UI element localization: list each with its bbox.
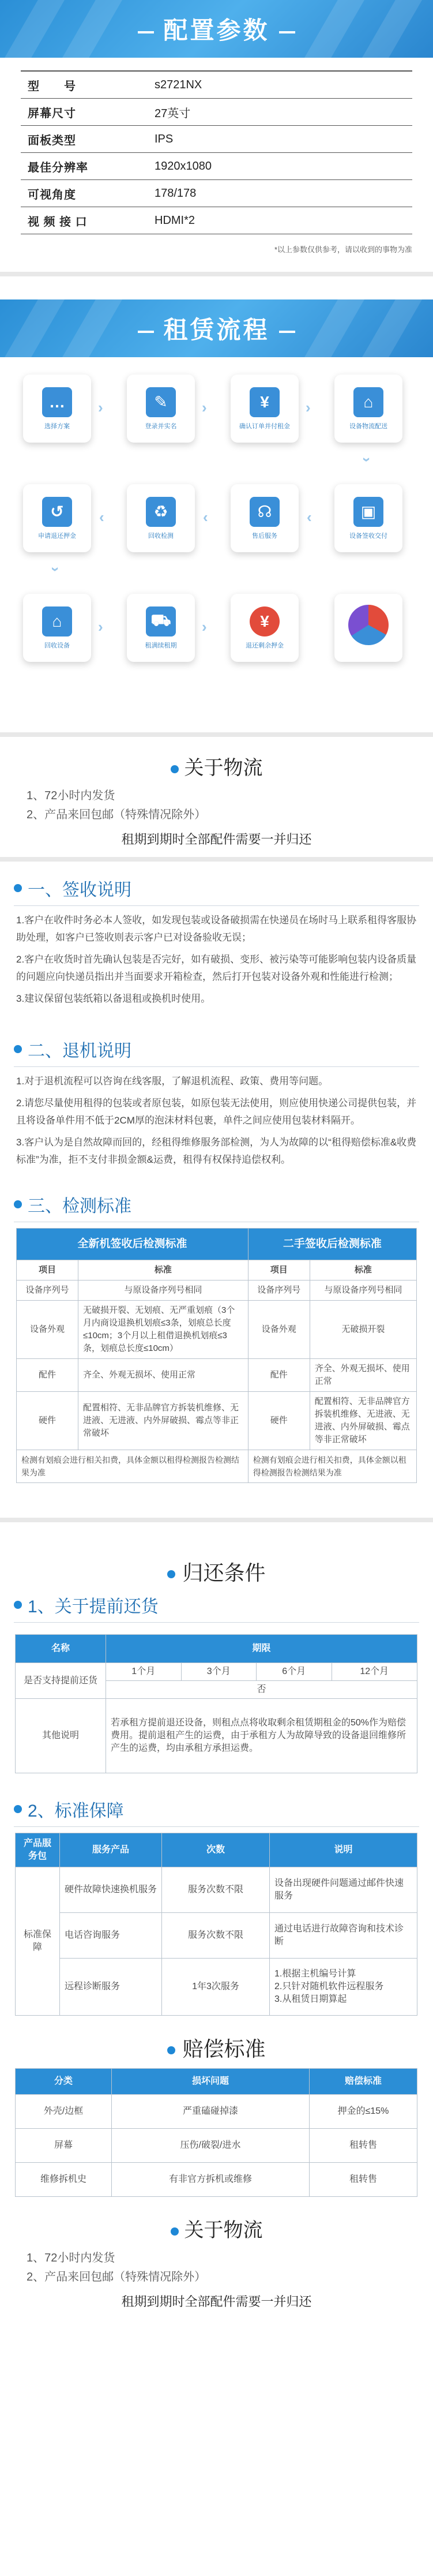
logistics2-title: 关于物流 xyxy=(184,2219,263,2241)
warranty-svc: 电话咨询服务 xyxy=(60,1913,162,1959)
line-text: 、72小时内发货 xyxy=(33,789,115,802)
early-h-term: 期限 xyxy=(106,1635,417,1663)
bullet-icon xyxy=(14,1200,22,1208)
inspect-h-std: 标准 xyxy=(78,1260,248,1280)
order-icon: ¥ xyxy=(250,387,280,417)
flow-step-label: 登录并实名 xyxy=(145,422,177,430)
table-row xyxy=(17,1359,417,1392)
inspect-std-a: 与原设备序列号相同 xyxy=(78,1280,248,1301)
comp-std: 租转售 xyxy=(310,2129,417,2163)
early-r1-label: 是否支持提前还货 xyxy=(16,1663,106,1699)
comp-cat: 维修拆机史 xyxy=(16,2163,112,2197)
return-para: 2.请您尽量使用租得的包装或者原包装，如原包装无法使用，则应使用快递公司提供包装，并且将设备单件用不低于2CM厚的泡沫材料包裹，单件之间应使用包装材料隔开。 xyxy=(16,1098,417,1126)
spec-key: 可视角度 xyxy=(28,188,76,201)
arrow-right-icon: › xyxy=(202,399,207,416)
inspect-item: 硬件 xyxy=(248,1392,310,1450)
divider xyxy=(14,1066,419,1067)
flow-step-label: 退还剩余押金 xyxy=(246,642,284,649)
comp-h: 损坏问题 xyxy=(112,2069,310,2095)
headset-icon: ☊ xyxy=(250,497,280,527)
arrow-left-icon: ‹ xyxy=(99,508,104,526)
coin-icon: ¥ xyxy=(250,606,280,636)
inspect-item: 设备外观 xyxy=(17,1301,78,1359)
spec-key: 面板类型 xyxy=(28,134,76,147)
flow-title: 租赁流程 xyxy=(129,311,304,346)
flow-step-pay xyxy=(231,375,299,443)
comp-h: 分类 xyxy=(16,2069,112,2095)
logistics2-heading xyxy=(0,2214,433,2242)
section-divider xyxy=(0,1518,433,1522)
bullet-icon xyxy=(14,1805,22,1813)
inspect-heading xyxy=(14,1192,433,1217)
spec-key: 视 频 接 口 xyxy=(28,215,88,229)
table-row xyxy=(17,1450,417,1483)
inspect-std-b: 与原设备序列号相同 xyxy=(310,1280,416,1301)
warranty-times: 服务次数不限 xyxy=(162,1913,270,1959)
warranty-desc: 1.根据主机编号计算 2.只针对随机软件远程服务 3.从租赁日期算起 xyxy=(270,1959,417,2016)
warranty-desc: 设备出现硬件问题通过邮件快速服务 xyxy=(270,1867,417,1913)
line-number: 1 xyxy=(27,789,33,802)
spec-key: 最佳分辨率 xyxy=(28,161,88,174)
box-icon: ▣ xyxy=(353,497,383,527)
term-cell: 3个月 xyxy=(181,1663,257,1681)
logistics-note: 租期到期时全部配件需要一并归还 xyxy=(121,832,312,847)
bullet-icon xyxy=(14,1045,22,1053)
warranty-h: 说明 xyxy=(270,1833,417,1867)
line-text: 、72小时内发货 xyxy=(33,2252,115,2264)
arrow-left-icon: ‹ xyxy=(307,508,312,526)
line-number: 2 xyxy=(27,2271,33,2283)
bullet-icon xyxy=(167,2046,175,2054)
flow-step-refund-request xyxy=(23,484,91,552)
inspect-std-b: 配置相符、无非品牌官方拆装机维修、无进液、无进液、内外屏破损、霉点等非正常破坏 xyxy=(310,1392,416,1450)
comp-issue: 压伤/破裂/进水 xyxy=(112,2129,310,2163)
comp-cat: 外壳/边框 xyxy=(16,2095,112,2129)
sign-para: 1.客户在收件时务必本人签收，如发现包装或设备破损需在快递员在场时马上联系租得客服协助处理，如客户已签收则表示客户已对设备验收无误； xyxy=(16,915,417,943)
spec-value: HDMI*2 xyxy=(155,214,195,227)
inspect-col-used: 二手签收后检测标准 xyxy=(248,1229,416,1260)
sign-para: 2.客户在收货时首先确认包装是否完好，如有破损、变形、被污染等可能影响包装内设备质量的问题应向快递员指出并当面要求开箱检查，然后打开包装对设备外观和性能进行检测； xyxy=(16,954,417,982)
table-row xyxy=(16,1959,417,2016)
flow-step-select-plan xyxy=(23,375,91,443)
flow-step-label: 选择方案 xyxy=(44,422,70,430)
spec-note: *以上参数仅供参考，请以收到的事物为准 xyxy=(274,245,412,254)
arrow-left-icon: ‹ xyxy=(203,508,208,526)
spec-value: 27英寸 xyxy=(155,107,191,120)
divider xyxy=(14,1622,419,1623)
early-r1-value: 否 xyxy=(106,1681,417,1699)
term-cell: 1个月 xyxy=(106,1663,182,1681)
early-other-text: 若承租方提前退还设备，则租点点将收取剩余租赁期租金的50%作为赔偿费用。提前退租产生的运费，由于承租方人为故障导致的设备退回维修所产生的运费，均由承租方承担运费。 xyxy=(106,1699,417,1773)
line-number: 1 xyxy=(27,2252,33,2264)
return-para: 3.客户认为是自然故障而回的，经租得维修服务部检测，为人为故障的以“租得赔偿标准&收费标准”为准，拒不支付非损金额&运费，租得有权保持追偿权利。 xyxy=(16,1137,417,1165)
return-heading xyxy=(14,1036,433,1062)
compensation-title: 赔偿标准 xyxy=(182,2037,266,2061)
arrow-down-icon: › xyxy=(358,457,376,462)
table-row xyxy=(16,2163,417,2197)
early-other-label: 其他说明 xyxy=(16,1699,106,1773)
flow-step-label: 申请退还押金 xyxy=(38,532,76,540)
inspect-h-item: 项目 xyxy=(17,1260,78,1280)
flow-step-label: 设备签收交付 xyxy=(349,532,387,540)
spec-row xyxy=(21,207,412,234)
spec-row xyxy=(21,72,412,99)
inspect-item: 设备外观 xyxy=(248,1301,310,1359)
spec-value: 178/178 xyxy=(155,186,197,200)
warranty-desc: 通过电话进行故障咨询和技术诊断 xyxy=(270,1913,417,1959)
flow-step-signoff xyxy=(334,484,402,552)
inspect-foot-b: 检测有划痕会进行相关扣费，具体金额以租得检测报告检测结果为准 xyxy=(248,1450,416,1483)
flow-step-label: 确认订单并付租金 xyxy=(239,422,290,430)
logistics-title: 关于物流 xyxy=(184,757,263,779)
table-row xyxy=(17,1392,417,1450)
flow-step-login xyxy=(127,375,195,443)
spec-value: s2721NX xyxy=(155,78,202,91)
config-header xyxy=(0,0,433,58)
divider xyxy=(14,1826,419,1827)
house-icon: ⌂ xyxy=(353,387,383,417)
flow-step-renew xyxy=(127,594,195,662)
truck-icon: ⛟ xyxy=(146,606,176,636)
warranty-group: 标准保障 xyxy=(16,1867,60,2016)
compensation-heading xyxy=(0,2033,433,2062)
logistics2-note: 租期到期时全部配件需要一并归还 xyxy=(121,2294,312,2309)
spec-key: 型 号 xyxy=(28,80,76,93)
arrow-down-icon: › xyxy=(47,567,65,572)
spec-key: 屏幕尺寸 xyxy=(28,107,76,120)
table-row xyxy=(16,1913,417,1959)
compensation-table xyxy=(15,2068,417,2197)
divider xyxy=(14,905,419,906)
table-row xyxy=(16,2129,417,2163)
comp-cat: 屏幕 xyxy=(16,2129,112,2163)
config-title: 配置参数 xyxy=(129,12,304,46)
term-cell: 6个月 xyxy=(257,1663,332,1681)
warranty-h: 产品服务包 xyxy=(16,1833,60,1867)
section-divider xyxy=(0,272,433,276)
inspect-title: 三、检测标准 xyxy=(28,1197,131,1216)
inspect-h-item: 项目 xyxy=(248,1260,310,1280)
recycle-icon: ♻ xyxy=(146,497,176,527)
bullet-icon xyxy=(171,2227,179,2236)
flow-step-recover xyxy=(23,594,91,662)
inspect-item: 配件 xyxy=(248,1359,310,1392)
flow-step-label: 租满续租期 xyxy=(145,642,177,649)
early-return-heading xyxy=(14,1592,433,1618)
table-row xyxy=(16,1699,417,1773)
comp-std: 租转售 xyxy=(310,2163,417,2197)
table-row xyxy=(16,1867,417,1913)
spec-row xyxy=(21,126,412,153)
flow-step-aftersales xyxy=(231,484,299,552)
sign-title: 一、签收说明 xyxy=(28,881,131,900)
early-return-title: 1、关于提前还货 xyxy=(28,1597,159,1616)
inspect-table xyxy=(16,1228,417,1483)
comp-std: 押金的≤15% xyxy=(310,2095,417,2129)
inspect-std-b: 齐全、外观无损坏、使用正常 xyxy=(310,1359,416,1392)
refund-icon: ↺ xyxy=(42,497,72,527)
bullet-icon xyxy=(14,884,22,892)
arrow-right-icon: › xyxy=(202,618,207,635)
return-cond-heading xyxy=(0,1557,433,1586)
inspect-foot-a: 检测有划痕会进行相关扣费，具体金额以租得检测报告检测结果为准 xyxy=(17,1450,248,1483)
warranty-table xyxy=(15,1833,417,2016)
flow-step-label: 回收设备 xyxy=(44,642,70,649)
inspect-item: 设备序列号 xyxy=(17,1280,78,1301)
flow-step-label: 售后服务 xyxy=(252,532,277,540)
inspect-col-new: 全新机签收后检测标准 xyxy=(17,1229,248,1260)
warranty-svc: 远程诊断服务 xyxy=(60,1959,162,2016)
inspect-std-a: 齐全、外观无损坏、使用正常 xyxy=(78,1359,248,1392)
flow-header xyxy=(0,299,433,357)
return-cond-title: 归还条件 xyxy=(182,1561,266,1585)
comp-issue: 有非官方拆机或维修 xyxy=(112,2163,310,2197)
flow-step-label: 设备物流配送 xyxy=(349,422,387,430)
inspect-h-std: 标准 xyxy=(310,1260,416,1280)
spec-table xyxy=(21,70,412,234)
flow-step-delivery xyxy=(334,375,402,443)
table-row xyxy=(17,1301,417,1359)
warranty-h: 次数 xyxy=(162,1833,270,1867)
return-title: 二、退机说明 xyxy=(28,1042,131,1061)
inspect-std-b: 无破损开裂 xyxy=(310,1301,416,1359)
spec-value: 1920x1080 xyxy=(155,159,212,173)
chat-icon: … xyxy=(42,387,72,417)
early-h-name: 名称 xyxy=(16,1635,106,1663)
flow-step-refund-deposit xyxy=(231,594,299,662)
table-row xyxy=(16,1663,417,1681)
flow-step-logo xyxy=(334,594,402,662)
flow-step-inspect xyxy=(127,484,195,552)
spec-row xyxy=(21,153,412,180)
warranty-times: 服务次数不限 xyxy=(162,1867,270,1913)
warranty-title: 2、标准保障 xyxy=(28,1802,124,1821)
comp-issue: 严重磕碰掉漆 xyxy=(112,2095,310,2129)
spec-value: IPS xyxy=(155,132,174,145)
line-number: 2 xyxy=(27,808,33,821)
section-divider xyxy=(0,857,433,862)
return-para: 1.对于退机流程可以咨询在线客服，了解退机流程、政策、费用等问题。 xyxy=(16,1076,329,1087)
logo-icon xyxy=(348,605,389,645)
bullet-icon xyxy=(14,1601,22,1609)
inspect-std-a: 配置相符、无非品牌官方拆装机维修、无进液、无进液、内外屏破损、霉点等非正常破坏 xyxy=(78,1392,248,1450)
spec-row xyxy=(21,99,412,126)
flow-step-label: 回收检测 xyxy=(148,532,174,540)
comp-h: 赔偿标准 xyxy=(310,2069,417,2095)
home-icon: ⌂ xyxy=(42,606,72,636)
spec-row xyxy=(21,180,412,207)
inspect-item: 硬件 xyxy=(17,1392,78,1450)
table-row xyxy=(16,2095,417,2129)
inspect-item: 设备序列号 xyxy=(248,1280,310,1301)
edit-icon: ✎ xyxy=(146,387,176,417)
sign-para: 3.建议保留包装纸箱以备退租或换机时使用。 xyxy=(16,993,211,1004)
table-row xyxy=(17,1280,417,1301)
warranty-svc: 硬件故障快速换机服务 xyxy=(60,1867,162,1913)
arrow-right-icon: › xyxy=(98,399,103,416)
logistics2-line xyxy=(27,2267,433,2284)
arrow-right-icon: › xyxy=(98,618,103,635)
warranty-heading xyxy=(14,1796,433,1822)
warranty-times: 1年3次服务 xyxy=(162,1959,270,2016)
line-text: 、产品来回包邮（特殊情况除外） xyxy=(33,808,206,821)
inspect-item: 配件 xyxy=(17,1359,78,1392)
line-text: 、产品来回包邮（特殊情况除外） xyxy=(33,2271,206,2283)
sign-heading xyxy=(14,875,433,901)
arrow-right-icon: › xyxy=(306,399,311,416)
term-cell: 12个月 xyxy=(332,1663,417,1681)
bullet-icon xyxy=(167,1570,175,1578)
logistics2-line xyxy=(27,2248,433,2265)
warranty-h: 服务产品 xyxy=(60,1833,162,1867)
inspect-std-a: 无破损开裂、无划痕、无严重划痕（3个月内商设退换机划痕≤3条，划痕总长度≤10cm；3个月以上租借退换机划痕≤3条，划痕总长度≤10cm） xyxy=(78,1301,248,1359)
early-return-table xyxy=(15,1634,417,1773)
flow-diagram xyxy=(0,357,433,819)
